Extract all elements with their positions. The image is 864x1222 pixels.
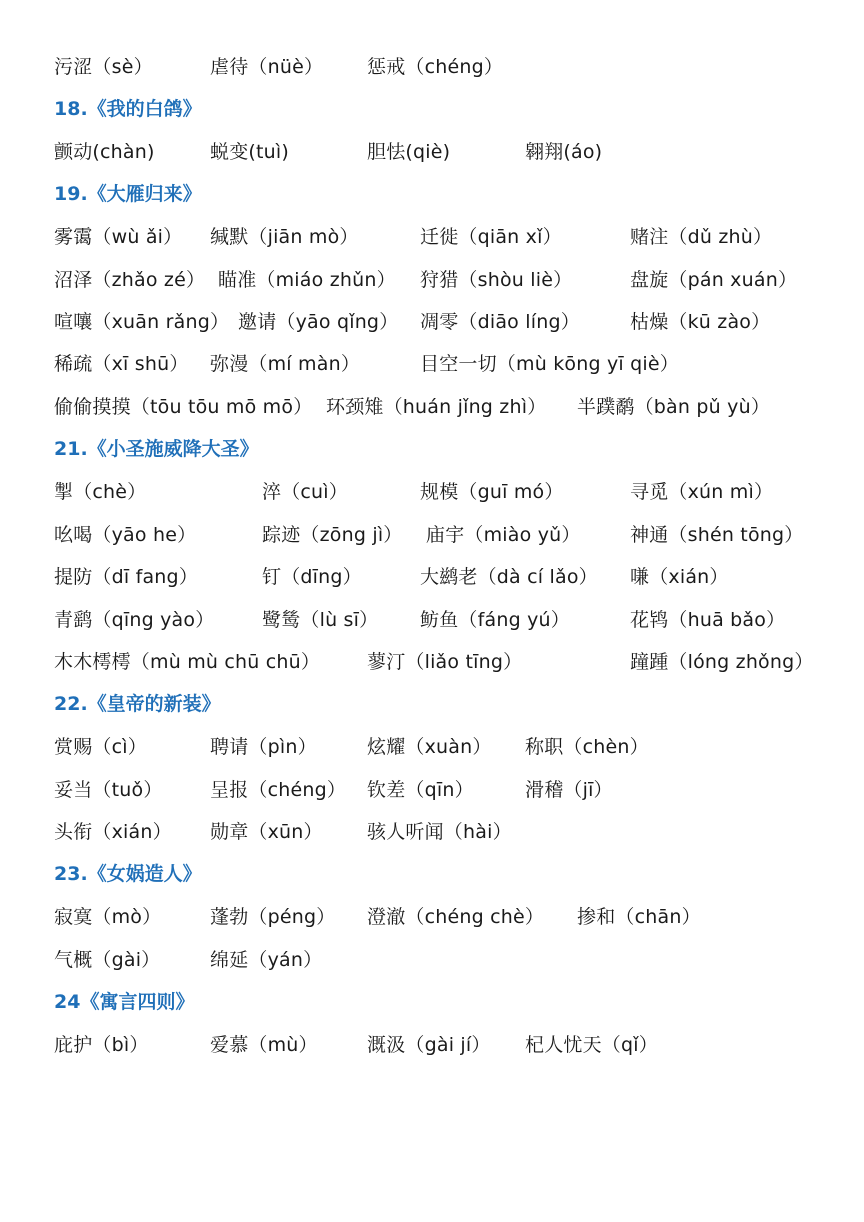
word-entry: 青鹞（qīng yào）	[54, 609, 215, 631]
word-entry: 嗛（xián）	[630, 566, 729, 588]
word-entry: 呈报（chéng）	[210, 779, 347, 801]
word-entry: 赌注（dǔ zhù）	[630, 226, 773, 248]
word-entry: 虐待（nüè）	[210, 56, 324, 78]
word-entry: 掣（chè）	[54, 481, 147, 503]
word-entry: 半蹼鹬（bàn pǔ yù）	[577, 396, 771, 418]
word-row	[0, 393, 864, 421]
word-entry: 澄澈（chéng chè）	[367, 906, 545, 928]
section-heading: 18.《我的白鸽》	[54, 98, 202, 120]
word-entry: 规模（guī mó）	[420, 481, 564, 503]
word-entry: 蹱踵（lóng zhǒng）	[630, 651, 814, 673]
word-entry: 稀疏（xī shū）	[54, 353, 189, 375]
word-entry: 盘旋（pán xuán）	[630, 269, 798, 291]
word-entry: 沼泽（zhǎo zé）	[54, 269, 206, 291]
word-row	[0, 733, 864, 761]
word-entry: 鹭鸶（lù sī）	[262, 609, 379, 631]
word-entry: 溉汲（gài jí）	[367, 1034, 491, 1056]
word-entry: 瞄准（miáo zhǔn）	[218, 269, 396, 291]
word-entry: 绵延（yán）	[210, 949, 323, 971]
word-entry: 吆喝（yāo he）	[54, 524, 197, 546]
word-entry: 蓼汀（liǎo tīng）	[367, 651, 523, 673]
word-entry: 庇护（bì）	[54, 1034, 149, 1056]
word-entry: 踪迹（zōng jì）	[262, 524, 403, 546]
word-row	[0, 521, 864, 549]
word-entry: 污涩（sè）	[54, 56, 153, 78]
word-entry: 淬（cuì）	[262, 481, 348, 503]
word-entry: 狩猎（shòu liè）	[420, 269, 573, 291]
word-entry: 翱翔(áo)	[525, 141, 603, 163]
word-entry: 杞人忧天（qǐ）	[525, 1034, 658, 1056]
word-entry: 鲂鱼（fáng yú）	[420, 609, 570, 631]
word-entry: 目空一切（mù kōng yī qiè）	[420, 353, 679, 375]
word-entry: 花鸨（huā bǎo）	[630, 609, 786, 631]
word-entry: 环颈雉（huán jǐng zhì）	[326, 396, 547, 418]
word-entry: 蜕变(tuì)	[210, 141, 289, 163]
word-entry: 迁徙（qiān xǐ）	[420, 226, 562, 248]
word-row	[0, 223, 864, 251]
word-row	[0, 308, 864, 336]
word-entry: 掺和（chān）	[577, 906, 701, 928]
word-entry: 钉（dīng）	[262, 566, 362, 588]
word-row	[0, 478, 864, 506]
word-row	[0, 776, 864, 804]
word-row	[0, 648, 864, 676]
word-row	[0, 563, 864, 591]
word-entry: 滑稽（jī）	[525, 779, 613, 801]
word-entry: 钦差（qīn）	[367, 779, 474, 801]
word-row	[0, 1031, 864, 1059]
section-heading: 19.《大雁归来》	[54, 183, 202, 205]
section-heading: 24《寓言四则》	[54, 991, 195, 1013]
word-entry: 邀请（yāo qǐng）	[238, 311, 399, 333]
word-entry: 枯燥（kū zào）	[630, 311, 771, 333]
word-entry: 惩戒（chéng）	[367, 56, 504, 78]
word-entry: 雾霭（wù ǎi）	[54, 226, 183, 248]
word-entry: 妥当（tuǒ）	[54, 779, 163, 801]
word-entry: 大鹚老（dà cí lǎo）	[420, 566, 598, 588]
word-entry: 勋章（xūn）	[210, 821, 323, 843]
word-row	[0, 606, 864, 634]
word-entry: 颤动(chàn)	[54, 141, 155, 163]
word-entry: 凋零（diāo líng）	[420, 311, 580, 333]
word-entry: 庙宇（miào yǔ）	[426, 524, 581, 546]
word-entry: 骇人听闻（hài）	[367, 821, 512, 843]
section-heading: 23.《女娲造人》	[54, 863, 202, 885]
word-row	[0, 818, 864, 846]
word-entry: 弥漫（mí màn）	[210, 353, 361, 375]
word-entry: 寻觅（xún mì）	[630, 481, 774, 503]
word-entry: 缄默（jiān mò）	[210, 226, 359, 248]
word-entry: 偷偷摸摸（tōu tōu mō mō）	[54, 396, 313, 418]
word-entry: 气概（gài）	[54, 949, 161, 971]
word-entry: 炫耀（xuàn）	[367, 736, 492, 758]
word-row	[0, 350, 864, 378]
word-row	[0, 903, 864, 931]
word-entry: 木木樗樗（mù mù chū chū）	[54, 651, 321, 673]
word-entry: 提防（dī fang）	[54, 566, 199, 588]
word-entry: 喧嚷（xuān rǎng）	[54, 311, 230, 333]
word-entry: 称职（chèn）	[525, 736, 649, 758]
word-entry: 寂寞（mò）	[54, 906, 162, 928]
word-entry: 聘请（pìn）	[210, 736, 317, 758]
word-entry: 蓬勃（péng）	[210, 906, 336, 928]
word-entry: 头衔（xián）	[54, 821, 172, 843]
word-entry: 爱慕（mù）	[210, 1034, 318, 1056]
section-heading: 22.《皇帝的新装》	[54, 693, 221, 715]
word-row	[0, 266, 864, 294]
word-row	[0, 946, 864, 974]
word-entry: 赏赐（cì）	[54, 736, 147, 758]
word-entry: 胆怯(qiè)	[367, 141, 451, 163]
section-heading: 21.《小圣施威降大圣》	[54, 438, 259, 460]
word-row	[0, 138, 864, 166]
word-row	[0, 53, 864, 81]
word-entry: 神通（shén tōng）	[630, 524, 804, 546]
